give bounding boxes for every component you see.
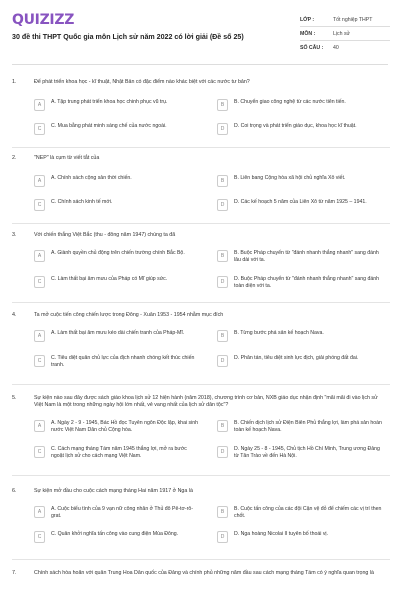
question-text: Chính sách hòa hoãn với quân Trung Hoa Dân quốc của Đảng và chính phủ những năm đầu sau cách mạng tháng Tám có ý nghĩa quan trọng là — [34, 570, 374, 576]
meta-row-count — [300, 41, 390, 54]
question-divider — [12, 223, 390, 224]
option-text: D. Phân tán, tiêu diệt sinh lực địch, giải phóng đất đai. — [234, 355, 359, 361]
option-letter: A — [34, 250, 45, 262]
option-a[interactable] — [34, 99, 201, 111]
option-letter: A — [34, 175, 45, 187]
meta-value: Tốt nghiệp THPT — [333, 16, 373, 23]
option-a[interactable] — [34, 175, 201, 187]
meta-value: Lịch sử — [333, 30, 351, 37]
option-letter: B — [217, 420, 228, 432]
option-a[interactable] — [34, 420, 201, 434]
option-d[interactable] — [217, 355, 384, 367]
option-letter: B — [217, 175, 228, 187]
option-letter: C — [34, 199, 45, 211]
question-number: 3. — [12, 232, 17, 238]
option-text: C. Mua bằng phát minh sáng chế của nước ngoài. — [51, 123, 167, 129]
header-divider — [12, 64, 388, 65]
meta-row-class — [300, 13, 390, 27]
option-text: C. Tiêu diệt quân chủ lực của địch nhanh chóng kết thúc chiến tranh. — [51, 355, 195, 369]
option-letter: A — [34, 506, 45, 518]
option-text: B. Buộc Pháp chuyển từ "đánh nhanh thắng nhanh" sang đánh lâu dài với ta. — [234, 250, 379, 264]
question-text: Sự kiện mở đầu cho cuộc cách mạng tháng Hai năm 1917 ở Nga là — [34, 488, 193, 494]
meta-value: 40 — [333, 44, 339, 51]
option-text: B. Chuyển giao công nghệ từ các nước tiên tiến. — [234, 99, 346, 105]
question-text: "NEP" là cụm từ viết tắt của — [34, 155, 100, 161]
option-a[interactable] — [34, 250, 201, 262]
question-text: Ta mở cuộc tiến công chiến lược trong Đông - Xuân 1953 - 1954 nhằm mục đích — [34, 312, 224, 318]
option-text: C. Quân khởi nghĩa tấn công vào cung điện Mùa Đông. — [51, 531, 179, 537]
meta-label: SỐ CÂU : — [300, 44, 324, 51]
question-number: 1. — [12, 79, 17, 85]
option-text: D. Ngày 25 - 8 - 1945, Chủ tịch Hồ Chí Minh, Trung ương Đảng từ Tân Trào về đến Hà Nội. — [234, 446, 380, 460]
question-divider — [12, 147, 390, 148]
option-d[interactable] — [217, 276, 384, 290]
option-text: A. Tập trung phát triển khoa học chinh phục vũ trụ. — [51, 99, 168, 105]
option-text: D. Buộc Pháp chuyển từ "đánh nhanh thắng nhanh" sang đánh toàn diện với ta. — [234, 276, 380, 290]
option-text: A. Cuộc biểu tình của 9 vạn nữ công nhân ở Thủ đô Pê-tơ-rô-grat. — [51, 506, 193, 520]
option-b[interactable] — [217, 330, 384, 342]
option-letter: C — [34, 531, 45, 543]
option-letter: C — [34, 123, 45, 135]
option-c[interactable] — [34, 276, 201, 288]
option-text: C. Làm thất bại âm mưu của Pháp có Mĩ giúp sức. — [51, 276, 168, 282]
option-c[interactable] — [34, 355, 201, 369]
question-divider — [12, 384, 390, 385]
meta-label: MÔN : — [300, 30, 316, 37]
option-text: A. Chính sách cộng sản thời chiến. — [51, 175, 132, 181]
option-text: D. Coi trọng và phát triển giáo dục, khoa học kĩ thuật. — [234, 123, 357, 129]
option-b[interactable] — [217, 506, 384, 520]
option-d[interactable] — [217, 531, 384, 543]
option-text: C. Chính sách kinh tế mới. — [51, 199, 113, 205]
option-b[interactable] — [217, 175, 384, 187]
option-text: C. Cách mạng tháng Tám năm 1945 thắng lợi, mở ra bước ngoặt lịch sử cho cách mạng Việt Nam. — [51, 446, 187, 460]
option-letter: B — [217, 250, 228, 262]
option-letter: A — [34, 330, 45, 342]
question-text: Để phát triển khoa học - kĩ thuật, Nhật Bản có đặc điểm nào khác biệt với các nước tư bản? — [34, 79, 250, 85]
option-text: B. Chiến dịch lịch sử Điện Biên Phủ thắng lợi, làm phá sản hoàn toàn kế hoạch Nava. — [234, 420, 382, 434]
option-c[interactable] — [34, 446, 201, 460]
option-b[interactable] — [217, 99, 384, 111]
question-number: 4. — [12, 312, 17, 318]
option-d[interactable] — [217, 446, 384, 460]
question-divider — [12, 475, 390, 476]
option-letter: B — [217, 99, 228, 111]
worksheet-meta — [300, 13, 390, 54]
question-number: 7. — [12, 570, 17, 576]
option-b[interactable] — [217, 250, 384, 264]
option-letter: A — [34, 420, 45, 432]
option-text: A. Làm thất bại âm mưu kéo dài chiến tranh của Pháp-Mĩ. — [51, 330, 185, 336]
option-letter: C — [34, 446, 45, 458]
option-letter: D — [217, 199, 228, 211]
question-number: 6. — [12, 488, 17, 494]
meta-label: LỚP : — [300, 16, 315, 23]
option-letter: D — [217, 355, 228, 367]
option-text: B. Từng bước phá sản kế hoạch Nava. — [234, 330, 324, 336]
option-d[interactable] — [217, 123, 384, 135]
option-a[interactable] — [34, 506, 201, 520]
question-divider — [12, 302, 390, 303]
option-letter: C — [34, 276, 45, 288]
option-letter: B — [217, 506, 228, 518]
option-c[interactable] — [34, 531, 201, 543]
meta-row-subject — [300, 27, 390, 41]
option-a[interactable] — [34, 330, 201, 342]
option-letter: B — [217, 330, 228, 342]
option-text: A. Giành quyền chủ động trên chiến trường chính Bắc Bộ. — [51, 250, 185, 256]
option-letter: A — [34, 99, 45, 111]
option-letter: C — [34, 355, 45, 367]
option-letter: D — [217, 123, 228, 135]
option-c[interactable] — [34, 123, 201, 135]
question-number: 5. — [12, 395, 17, 401]
question-number: 2. — [12, 155, 17, 161]
option-letter: D — [217, 446, 228, 458]
option-letter: D — [217, 276, 228, 288]
option-d[interactable] — [217, 199, 384, 211]
option-b[interactable] — [217, 420, 384, 434]
option-letter: D — [217, 531, 228, 543]
option-text: D. Các kế hoạch 5 năm của Liên Xô từ năm 1925 – 1941. — [234, 199, 367, 205]
option-text: A. Ngày 2 - 9 - 1945, Bác Hồ đọc Tuyên ngôn Độc lập, khai sinh nước Việt Nam Dân chủ Cộng hòa. — [51, 420, 199, 434]
option-text: B. Liên bang Cộng hòa xã hội chủ nghĩa Xô viết. — [234, 175, 346, 181]
option-text: B. Cuộc tấn công của các đội Cận vệ đỏ để chiếm các vị trí then chốt. — [234, 506, 382, 520]
option-text: D. Nga hoàng Nicolai II tuyên bố thoái vị. — [234, 531, 329, 537]
quizizz-logo: QUIZIZZ — [12, 12, 75, 28]
question-divider — [12, 559, 390, 560]
document-title: 30 đề thi THPT Quốc gia môn Lịch sử năm 2022 có lời giải (Đề số 25) — [12, 33, 244, 41]
option-c[interactable] — [34, 199, 201, 211]
question-text: Sự kiện nào sau đây được sách giáo khoa lịch sử 12 hiện hành (năm 2018), chương trình cơ bản, NXB giáo dục nhận định "mãi mãi đi vào lịch sử Việt Nam là một trong những ngày hội lớn nhất, vẻ vang nhất của lịch sử dân tộc"? — [34, 395, 378, 408]
question-text: Với chiến thắng Việt Bắc (thu - đông năm 1947) chúng ta đã — [34, 232, 176, 238]
